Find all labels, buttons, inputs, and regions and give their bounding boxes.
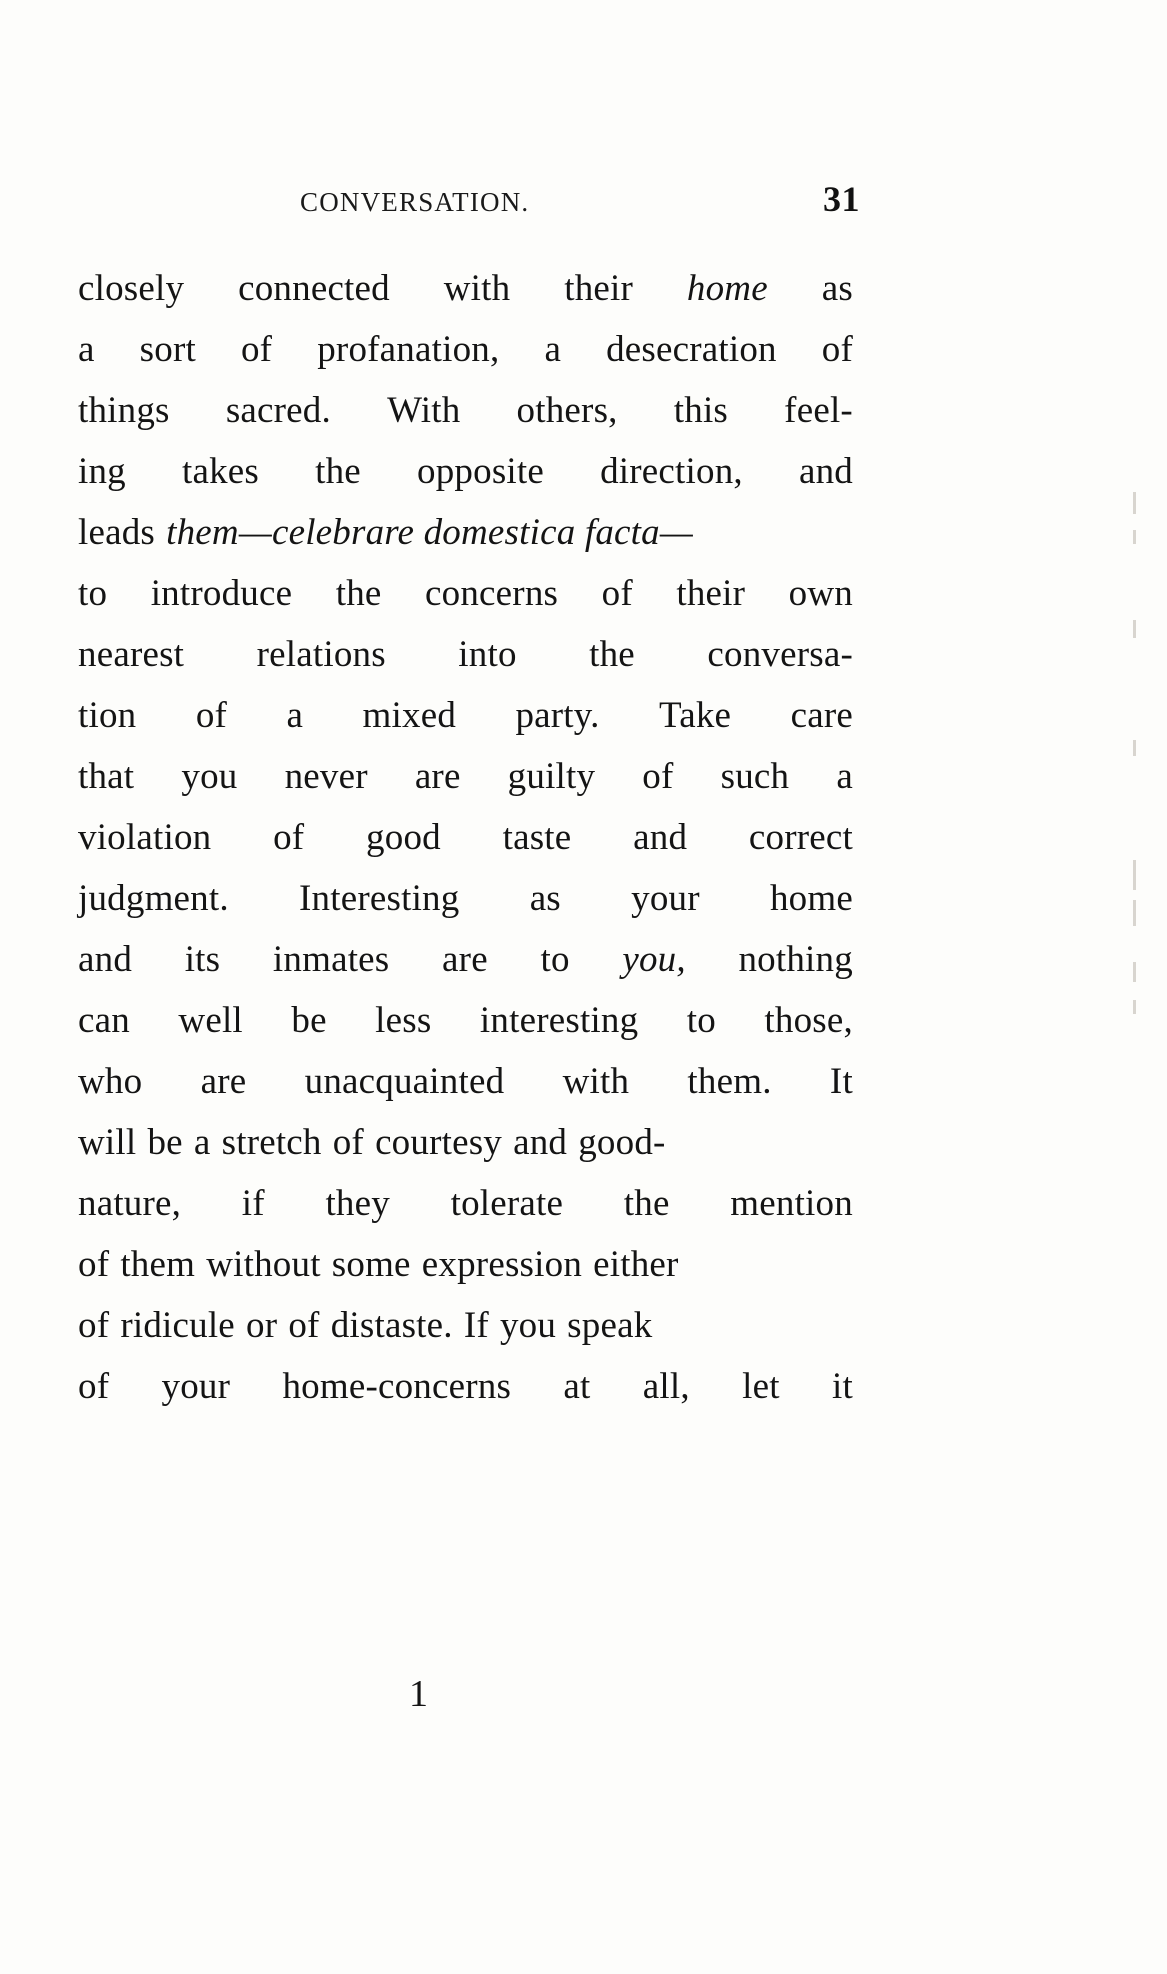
text-word: their (564, 268, 634, 309)
text-word: courtesy (375, 1122, 503, 1163)
text-word: concerns (425, 573, 559, 614)
text-word: and (798, 451, 853, 492)
text-word: as (821, 268, 853, 309)
text-word: them (120, 1244, 196, 1285)
text-word: expression (421, 1244, 583, 1285)
text-line (78, 1051, 853, 1112)
text-word: takes (181, 451, 260, 492)
text-word: unacquainted (304, 1061, 505, 1102)
text-word: profanation, (317, 329, 500, 370)
text-word: sort (139, 329, 196, 370)
text-line (78, 380, 853, 441)
text-word: them. (687, 1061, 772, 1102)
text-word: violation (78, 817, 212, 858)
text-word: you, (622, 939, 686, 980)
page-header (300, 178, 860, 220)
text-word: good (366, 817, 441, 858)
scan-speck (1133, 900, 1136, 926)
text-word: can (78, 1000, 130, 1041)
text-word: things (78, 390, 170, 431)
text-word: of (78, 1244, 110, 1285)
text-line (78, 1356, 853, 1417)
text-word: relations (256, 634, 386, 675)
text-word: as (529, 878, 561, 919)
text-word: speak (567, 1305, 653, 1346)
text-line (78, 807, 853, 868)
text-line (78, 1234, 853, 1295)
text-word: such (720, 756, 790, 797)
text-line (78, 929, 853, 990)
text-word: to (78, 573, 108, 614)
text-word: of (332, 1122, 364, 1163)
text-word: conversa- (707, 634, 853, 675)
text-word: are (442, 939, 488, 980)
text-line (78, 1295, 853, 1356)
text-word: to (540, 939, 570, 980)
text-word: with (443, 268, 511, 309)
text-word: home-concerns (282, 1366, 512, 1407)
text-word: introduce (150, 573, 293, 614)
text-word: at (563, 1366, 591, 1407)
text-line (78, 502, 853, 563)
text-line (78, 746, 853, 807)
text-line (78, 563, 853, 624)
text-word: with (562, 1061, 630, 1102)
text-word: its (184, 939, 221, 980)
text-word: It (829, 1061, 853, 1102)
text-word: desecration (606, 329, 777, 370)
text-word: a (544, 329, 562, 370)
text-word: interesting (479, 1000, 639, 1041)
text-word: less (375, 1000, 432, 1041)
text-word: of (821, 329, 853, 370)
text-word: others, (516, 390, 618, 431)
text-word: closely (78, 268, 185, 309)
text-line (78, 258, 853, 319)
text-word: nearest (78, 634, 185, 675)
text-line (78, 868, 853, 929)
text-word: good- (578, 1122, 666, 1163)
text-word: or (246, 1305, 278, 1346)
text-word: to (686, 1000, 716, 1041)
text-word: this (673, 390, 729, 431)
signature-mark-value: 1 (409, 1673, 428, 1715)
text-word: tion (78, 695, 137, 736)
text-word: of (601, 573, 633, 614)
text-word: stretch (221, 1122, 322, 1163)
text-word: let (742, 1366, 780, 1407)
text-word: party. (515, 695, 600, 736)
text-word: be (291, 1000, 327, 1041)
text-word: never (284, 756, 368, 797)
text-word: ridicule (120, 1305, 235, 1346)
text-word: them—celebrare domestica facta— (166, 512, 693, 553)
text-word: the (623, 1183, 670, 1224)
scan-speck (1133, 620, 1136, 638)
text-word: be (147, 1122, 183, 1163)
text-word: With (387, 390, 461, 431)
text-word: of (642, 756, 674, 797)
text-word: of (240, 329, 273, 370)
text-word: leads (78, 512, 156, 553)
text-word: home (769, 878, 853, 919)
text-word: and (513, 1122, 568, 1163)
text-word: and (633, 817, 688, 858)
text-word: a (836, 756, 853, 797)
text-word: tolerate (450, 1183, 564, 1224)
text-word: those, (764, 1000, 853, 1041)
running-head: CONVERSATION. (300, 187, 530, 217)
signature-mark (0, 1672, 1167, 1716)
text-word: sacred. (225, 390, 331, 431)
text-line (78, 1173, 853, 1234)
text-word: direction, (600, 451, 743, 492)
text-word: all, (642, 1366, 690, 1407)
page-number: 31 (823, 179, 860, 219)
text-word: a (78, 329, 95, 370)
text-word: into (458, 634, 517, 675)
text-word: If (463, 1305, 489, 1346)
text-word: your (631, 878, 700, 919)
text-word: taste (502, 817, 572, 858)
text-word: mention (730, 1183, 853, 1224)
text-word: nothing (738, 939, 853, 980)
scan-speck (1133, 1000, 1136, 1014)
scan-speck (1133, 530, 1136, 544)
text-word: of (78, 1366, 110, 1407)
text-word: if (241, 1183, 265, 1224)
text-word: of (195, 695, 228, 736)
text-word: that (78, 756, 135, 797)
scan-speck (1133, 860, 1136, 890)
text-word: the (335, 573, 382, 614)
text-word: your (161, 1366, 231, 1407)
text-line (78, 441, 853, 502)
text-word: the (315, 451, 361, 492)
text-word: opposite (417, 451, 544, 492)
text-line (78, 319, 853, 380)
text-word: connected (238, 268, 390, 309)
text-line (78, 990, 853, 1051)
text-word: mixed (362, 695, 457, 736)
text-word: correct (748, 817, 853, 858)
text-word: inmates (272, 939, 390, 980)
text-word: it (832, 1366, 853, 1407)
text-word: guilty (507, 756, 596, 797)
text-word: you (499, 1305, 557, 1346)
text-word: feel- (784, 390, 853, 431)
body-text (78, 258, 853, 1417)
text-word: distaste. (330, 1305, 453, 1346)
text-word: of (78, 1305, 110, 1346)
text-line (78, 1112, 853, 1173)
text-word: either (593, 1244, 679, 1285)
text-word: will (78, 1122, 137, 1163)
text-word: home (686, 268, 768, 309)
text-word: care (790, 695, 853, 736)
text-line (78, 624, 853, 685)
text-word: the (589, 634, 635, 675)
scan-speck (1133, 492, 1136, 514)
text-word: own (788, 573, 853, 614)
text-word: they (325, 1183, 390, 1224)
text-word: nature, (78, 1183, 182, 1224)
text-word: who (78, 1061, 143, 1102)
text-word: a (193, 1122, 211, 1163)
text-word: and (78, 939, 133, 980)
text-word: ing (78, 451, 126, 492)
text-word: their (676, 573, 746, 614)
scan-speck (1133, 740, 1136, 756)
text-word: of (273, 817, 305, 858)
text-word: you (181, 756, 238, 797)
text-word: without (206, 1244, 321, 1285)
scan-speck (1133, 962, 1136, 982)
text-word: of (288, 1305, 320, 1346)
text-line (78, 685, 853, 746)
text-word: some (331, 1244, 411, 1285)
text-word: Take (658, 695, 732, 736)
text-word: are (200, 1061, 247, 1102)
text-word: well (178, 1000, 243, 1041)
text-word: are (414, 756, 461, 797)
text-word: a (286, 695, 304, 736)
text-word: Interesting (299, 878, 460, 919)
text-word: judgment. (78, 878, 229, 919)
